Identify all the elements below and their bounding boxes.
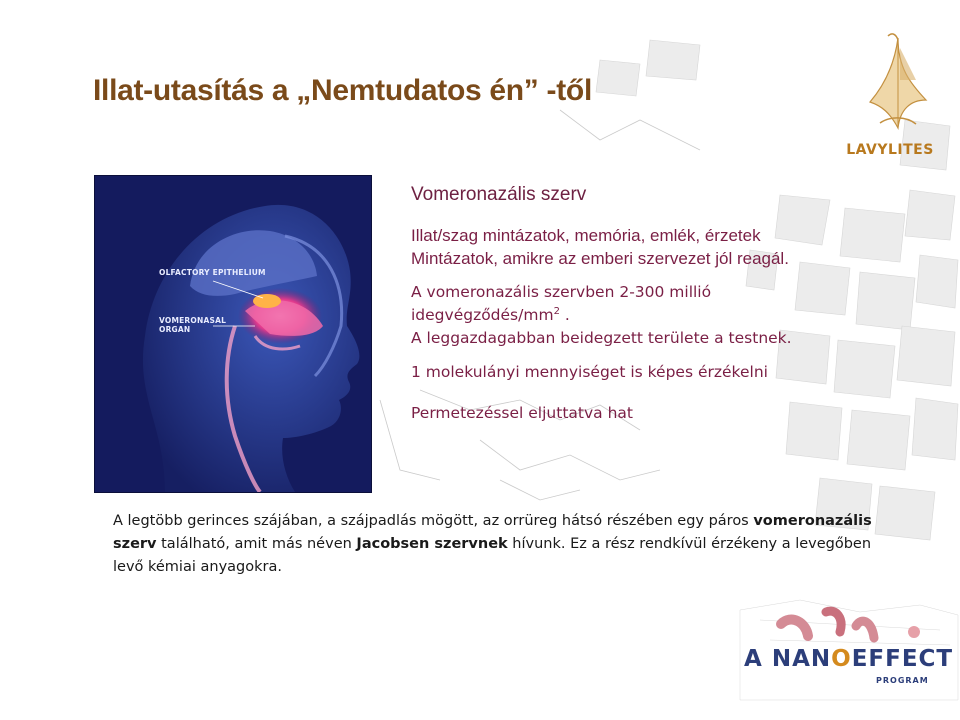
nano-logo-effect: EFFECT	[851, 646, 954, 672]
bullet-3: A leggazdagabban beidegzett területe a testnek.	[411, 329, 792, 347]
lavylites-emblem-icon	[840, 28, 940, 140]
bullet-4: 1 molekulányi mennyiséget is képes érzékelni	[411, 363, 768, 381]
lavylites-logo	[840, 28, 940, 168]
bullet-1-line-2: Mintázatok, amikre az emberi szervezet jól reagál.	[411, 249, 789, 268]
bottom-paragraph-bold-1: vomeronazális szerv	[113, 513, 872, 552]
nano-logo-o: O	[831, 646, 852, 672]
head-profile-image	[95, 176, 371, 492]
label-vomeronasal-organ: VOMERONASAL ORGAN	[159, 316, 227, 334]
nano-logo-program: PROGRAM	[876, 676, 929, 685]
content-heading: Vomeronazális szerv	[411, 184, 587, 205]
bottom-paragraph	[113, 510, 873, 579]
nano-effect-logo	[736, 604, 960, 720]
nano-effect-logo-text	[744, 646, 953, 672]
bottom-paragraph-bold-2: Jacobsen szervnek	[356, 536, 508, 552]
bottom-paragraph-part-3: hívunk. Ez a rész rendkívül érzékeny a levegőben levő kémiai anyagokra.	[113, 536, 872, 575]
bullet-2-line-1: A vomeronazális szervben 2-300 millió	[411, 283, 712, 301]
bottom-paragraph-part-1: A legtöbb gerinces szájában, a szájpadlás mögött, az orrüreg hátsó részében egy páros	[113, 513, 754, 529]
content-block	[411, 184, 911, 425]
label-olfactory-epithelium: OLFACTORY EPITHELIUM	[159, 268, 266, 277]
nano-logo-nano: NAN	[771, 646, 832, 672]
bullet-2-line-2	[411, 304, 911, 327]
bottom-paragraph-part-2: található, amit más néven	[156, 536, 357, 552]
bullet-2-unit: idegvégződés/mm	[411, 306, 554, 324]
bullet-5: Permetezéssel eljuttatva hat	[411, 404, 633, 422]
bullet-2-superscript: 2	[553, 305, 560, 317]
slide-title: Illat-utasítás a „Nemtudatos én” -től	[93, 74, 592, 107]
nano-logo-a: A	[744, 646, 763, 672]
bullet-2-tail: .	[564, 306, 570, 324]
bullet-1-line-1: Illat/szag mintázatok, memória, emlék, érzetek	[411, 226, 761, 245]
anatomy-illustration	[95, 176, 371, 492]
lavylites-logo-text: LAVYLITES	[846, 142, 934, 158]
